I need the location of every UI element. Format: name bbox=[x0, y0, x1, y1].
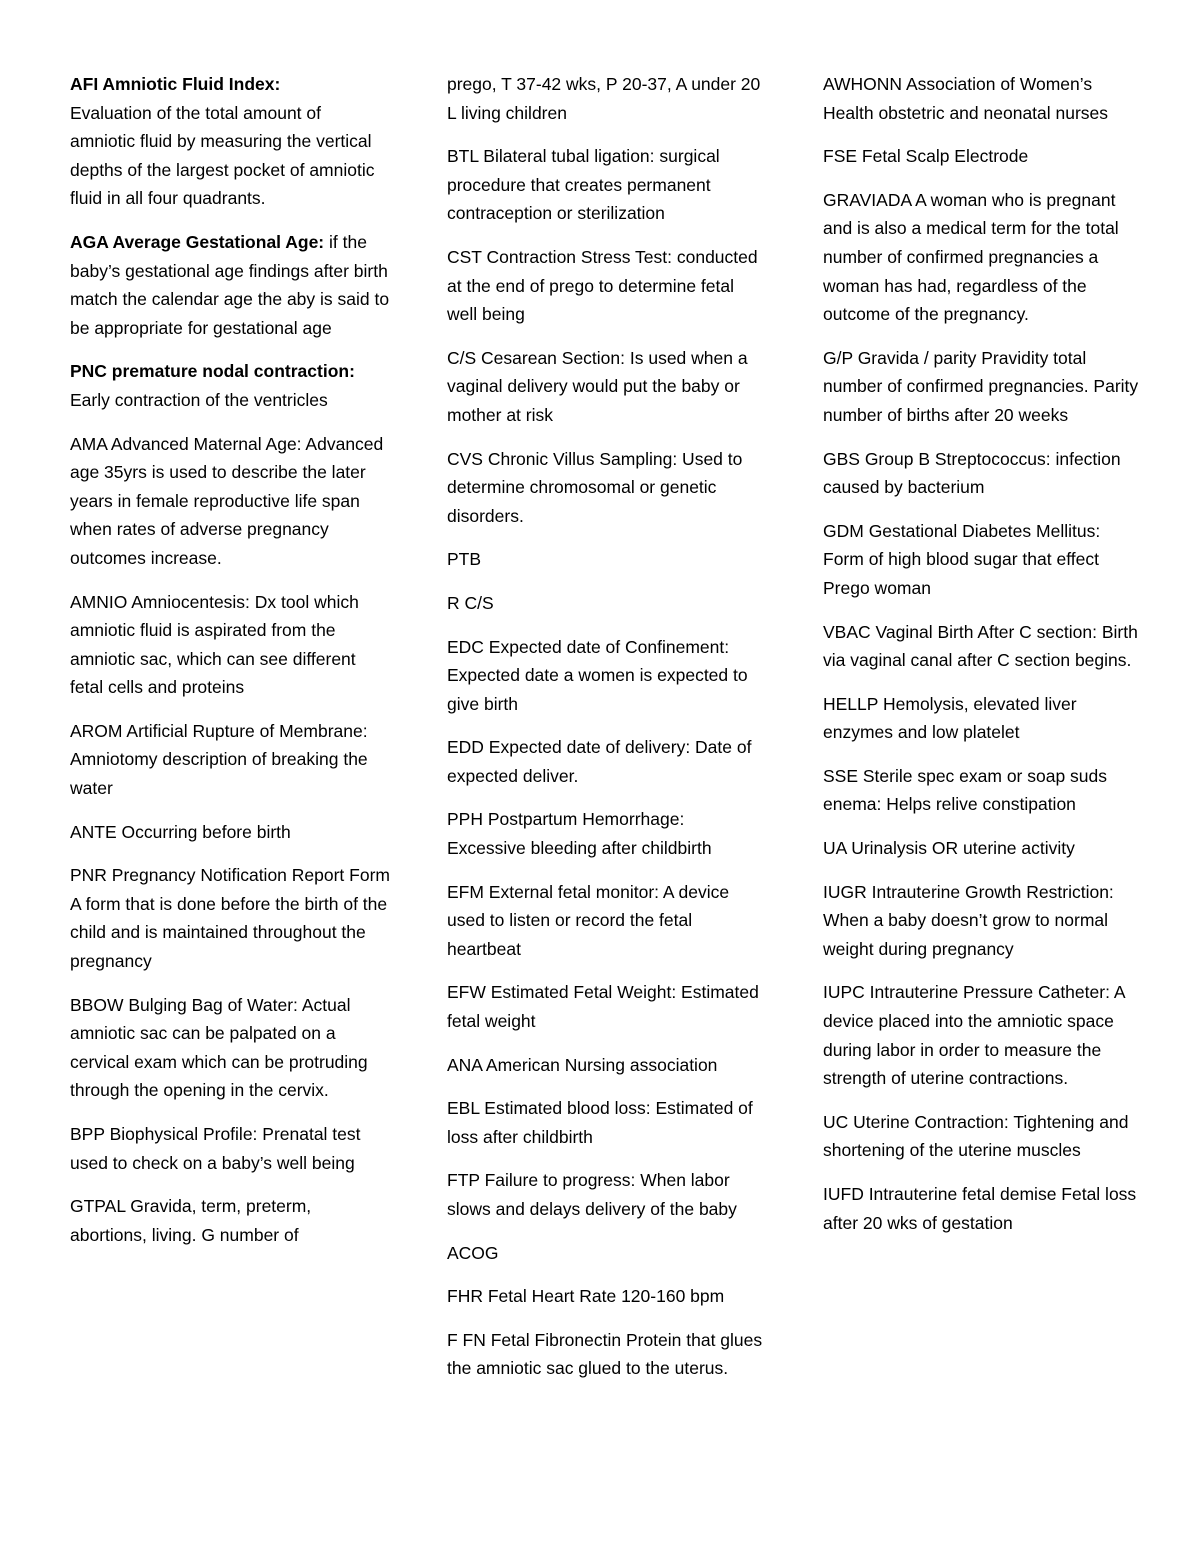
glossary-entry: BPP Biophysical Profile: Prenatal test used to check on a baby’s well being bbox=[70, 1124, 361, 1173]
glossary-entry bbox=[70, 228, 390, 342]
glossary-entry: AWHONN Association of Women’s Health obstetric and neonatal nurses bbox=[823, 74, 1109, 123]
glossary-entry: GDM Gestational Diabetes Mellitus: Form of high blood sugar that effect Prego woman bbox=[823, 520, 1101, 598]
glossary-entry: IUFD Intrauterine fetal demise Fetal loss after 20 wks of gestation bbox=[823, 1184, 1137, 1233]
glossary-entry: F FN Fetal Fibronectin Protein that glues the amniotic sac glued to the uterus. bbox=[447, 1329, 763, 1379]
glossary-entry: HELLP Hemolysis, elevated liver enzymes and low platelet bbox=[823, 693, 1077, 743]
glossary-entry: EFM External fetal monitor: A device used to listen or record the fetal heartbeat bbox=[447, 881, 730, 959]
glossary-entry: FTP Failure to progress: When labor slows and delays delivery of the baby bbox=[447, 1170, 737, 1219]
entry-definition: if the baby’s gestational age findings after birth match the calendar age the aby is said to be appropriate for gestational age bbox=[70, 231, 390, 338]
glossary-entry: ANA American Nursing association bbox=[447, 1054, 718, 1075]
column-3 bbox=[823, 70, 1143, 1252]
glossary-entry: AROM Artificial Rupture of Membrane: Amniotomy description of breaking the water bbox=[70, 720, 368, 799]
glossary-entry: AMA Advanced Maternal Age: Advanced age 35yrs is used to describe the later years in female reproductive life span when rates of adverse pregnancy outcomes increase. bbox=[70, 433, 384, 568]
glossary-entry: CVS Chronic Villus Sampling: Used to determine chromosomal or genetic disorders. bbox=[447, 448, 743, 526]
glossary-entry: AMNIO Amniocentesis: Dx tool which amniotic fluid is aspirated from the amniotic sac, which can see different fetal cells and proteins bbox=[70, 591, 359, 698]
column-2 bbox=[447, 70, 767, 1398]
glossary-entry: FSE Fetal Scalp Electrode bbox=[823, 146, 1029, 167]
glossary-entry: EBL Estimated blood loss: Estimated of loss after childbirth bbox=[447, 1098, 753, 1147]
glossary-entry: ANTE Occurring before birth bbox=[70, 821, 291, 842]
glossary-entry: PNR Pregnancy Notification Report Form A form that is done before the birth of the child and is maintained throughout the pregnancy bbox=[70, 865, 390, 972]
glossary-entry: BBOW Bulging Bag of Water: Actual amniotic sac can be palpated on a cervical exam which can be protruding through the opening in the cervix. bbox=[70, 994, 368, 1101]
glossary-entry: C/S Cesarean Section: Is used when a vaginal delivery would put the baby or mother at risk bbox=[447, 347, 748, 425]
glossary-entry: IUPC Intrauterine Pressure Catheter: A device placed into the amniotic space during labor in order to measure the strength of uterine contractions. bbox=[823, 982, 1125, 1089]
glossary-entry: UC Uterine Contraction: Tightening and shortening of the uterine muscles bbox=[823, 1111, 1129, 1161]
column-1 bbox=[70, 70, 390, 1264]
entry-definition: Evaluation of the total amount of amniotic fluid by measuring the vertical depths of the largest pocket of amniotic fluid in all four quadrants. bbox=[70, 102, 375, 209]
glossary-entry: EDD Expected date of delivery: Date of expected deliver. bbox=[447, 737, 752, 786]
entry-term: AGA Average Gestational Age: bbox=[70, 231, 325, 252]
glossary-entry: EDC Expected date of Confinement: Expected date a women is expected to give birth bbox=[447, 636, 748, 714]
glossary-entry: PPH Postpartum Hemorrhage: Excessive bleeding after childbirth bbox=[447, 809, 712, 859]
glossary-entry bbox=[70, 70, 390, 213]
glossary-entry: GRAVIADA A woman who is pregnant and is also a medical term for the total number of confirmed pregnancies a woman has had, regardless of the outcome of the pregnancy. bbox=[823, 189, 1119, 325]
glossary-entry: IUGR Intrauterine Growth Restriction: When a baby doesn’t grow to normal weight during pregnancy bbox=[823, 881, 1114, 959]
glossary-entry: GBS Group B Streptococcus: infection caused by bacterium bbox=[823, 448, 1121, 498]
entry-term: AFI Amniotic Fluid Index: bbox=[70, 74, 281, 94]
glossary-entry: GTPAL Gravida, term, preterm, abortions, living. G number of bbox=[70, 1196, 312, 1245]
glossary-entry: ACOG bbox=[447, 1242, 499, 1263]
glossary-entry: EFW Estimated Fetal Weight: Estimated fetal weight bbox=[447, 982, 759, 1032]
entry-definition: Early contraction of the ventricles bbox=[70, 389, 328, 410]
glossary-entry: PTB bbox=[447, 549, 482, 570]
glossary-entry: FHR Fetal Heart Rate 120-160 bpm bbox=[447, 1286, 725, 1307]
glossary-entry bbox=[70, 357, 390, 414]
entry-term: PNC premature nodal contraction: bbox=[70, 361, 355, 382]
glossary-entry: prego, T 37-42 wks, P 20-37, A under 20 L living children bbox=[447, 74, 761, 123]
glossary-entry: SSE Sterile spec exam or soap suds enema: Helps relive constipation bbox=[823, 765, 1108, 815]
glossary-entry: R C/S bbox=[447, 592, 494, 613]
glossary-entry: G/P Gravida / parity Pravidity total number of confirmed pregnancies. Parity number of births after 20 weeks bbox=[823, 347, 1139, 425]
glossary-entry: VBAC Vaginal Birth After C section: Birth via vaginal canal after C section begins. bbox=[823, 621, 1138, 671]
glossary-entry: CST Contraction Stress Test: conducted at the end of prego to determine fetal well being bbox=[447, 246, 758, 325]
glossary-entry: BTL Bilateral tubal ligation: surgical procedure that creates permanent contraception or sterilization bbox=[447, 146, 720, 224]
glossary-entry: UA Urinalysis OR uterine activity bbox=[823, 838, 1075, 859]
